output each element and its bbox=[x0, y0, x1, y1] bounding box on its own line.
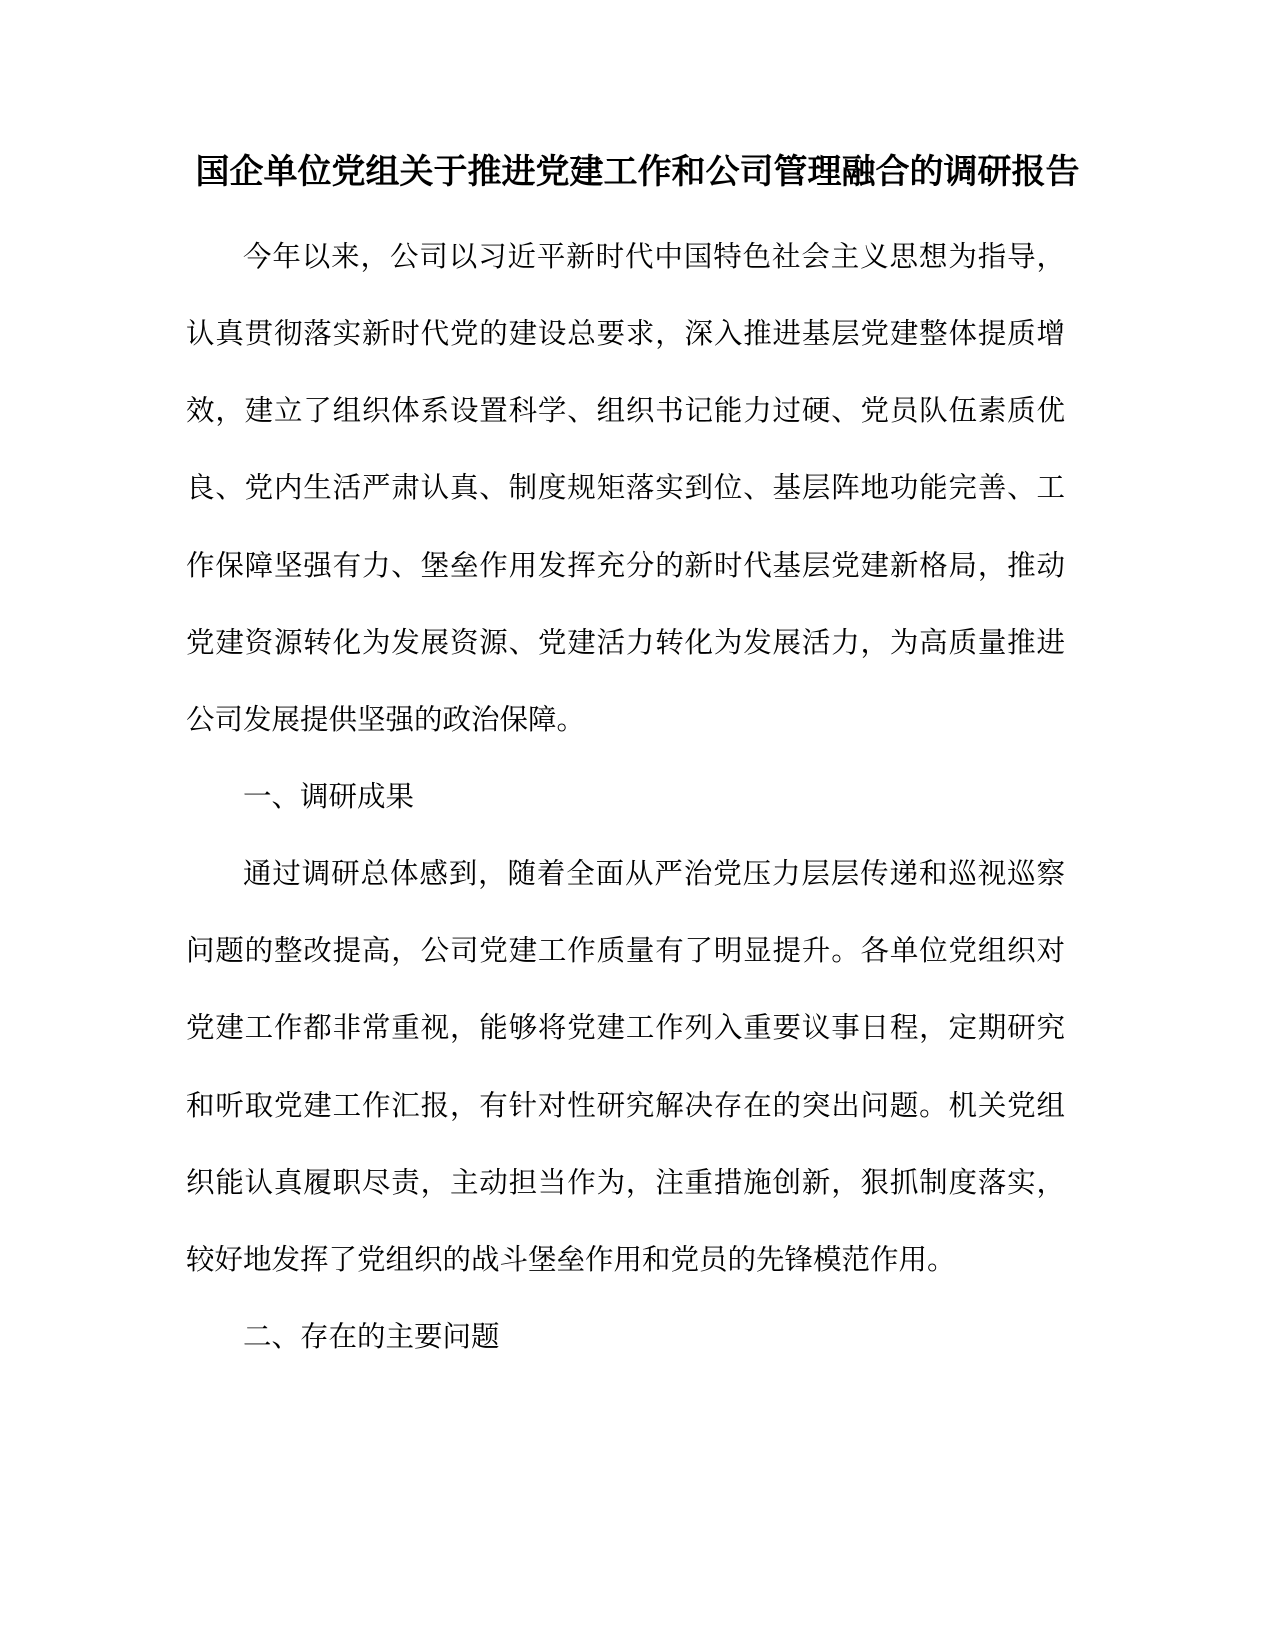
body-line: 织能认真履职尽责，主动担当作为，注重措施创新，狠抓制度落实， bbox=[186, 1166, 1065, 1199]
body-line: 党建工作都非常重视，能够将党建工作列入重要议事日程，定期研究 bbox=[186, 1012, 1065, 1045]
document-body bbox=[186, 219, 1065, 1376]
body-line: 通过调研总体感到，随着全面从严治党压力层层传递和巡视巡察 bbox=[243, 858, 1065, 891]
section-heading: 二、存在的主要问题 bbox=[243, 1320, 500, 1353]
body-line: 党建资源转化为发展资源、党建活力转化为发展活力，为高质量推进 bbox=[186, 626, 1065, 659]
body-line: 效，建立了组织体系设置科学、组织书记能力过硬、党员队伍素质优 bbox=[186, 395, 1065, 428]
body-line: 较好地发挥了党组织的战斗堡垒作用和党员的先锋模范作用。 bbox=[186, 1243, 956, 1276]
body-line: 今年以来，公司以习近平新时代中国特色社会主义思想为指导， bbox=[243, 241, 1065, 273]
body-line: 良、党内生活严肃认真、制度规矩落实到位、基层阵地功能完善、工 bbox=[186, 472, 1065, 505]
body-line: 认真贯彻落实新时代党的建设总要求，深入推进基层党建整体提质增 bbox=[186, 318, 1065, 351]
body-line: 作保障坚强有力、堡垒作用发挥充分的新时代基层党建新格局，推动 bbox=[186, 549, 1065, 582]
body-line: 问题的整改提高，公司党建工作质量有了明显提升。各单位党组织对 bbox=[186, 935, 1065, 968]
body-line: 公司发展提供坚强的政治保障。 bbox=[186, 703, 586, 736]
document-title: 国企单位党组关于推进党建工作和公司管理融合的调研报告 bbox=[195, 153, 1080, 191]
section-heading: 一、调研成果 bbox=[243, 780, 415, 813]
body-line: 和听取党建工作汇报，有针对性研究解决存在的突出问题。机关党组 bbox=[186, 1089, 1065, 1122]
